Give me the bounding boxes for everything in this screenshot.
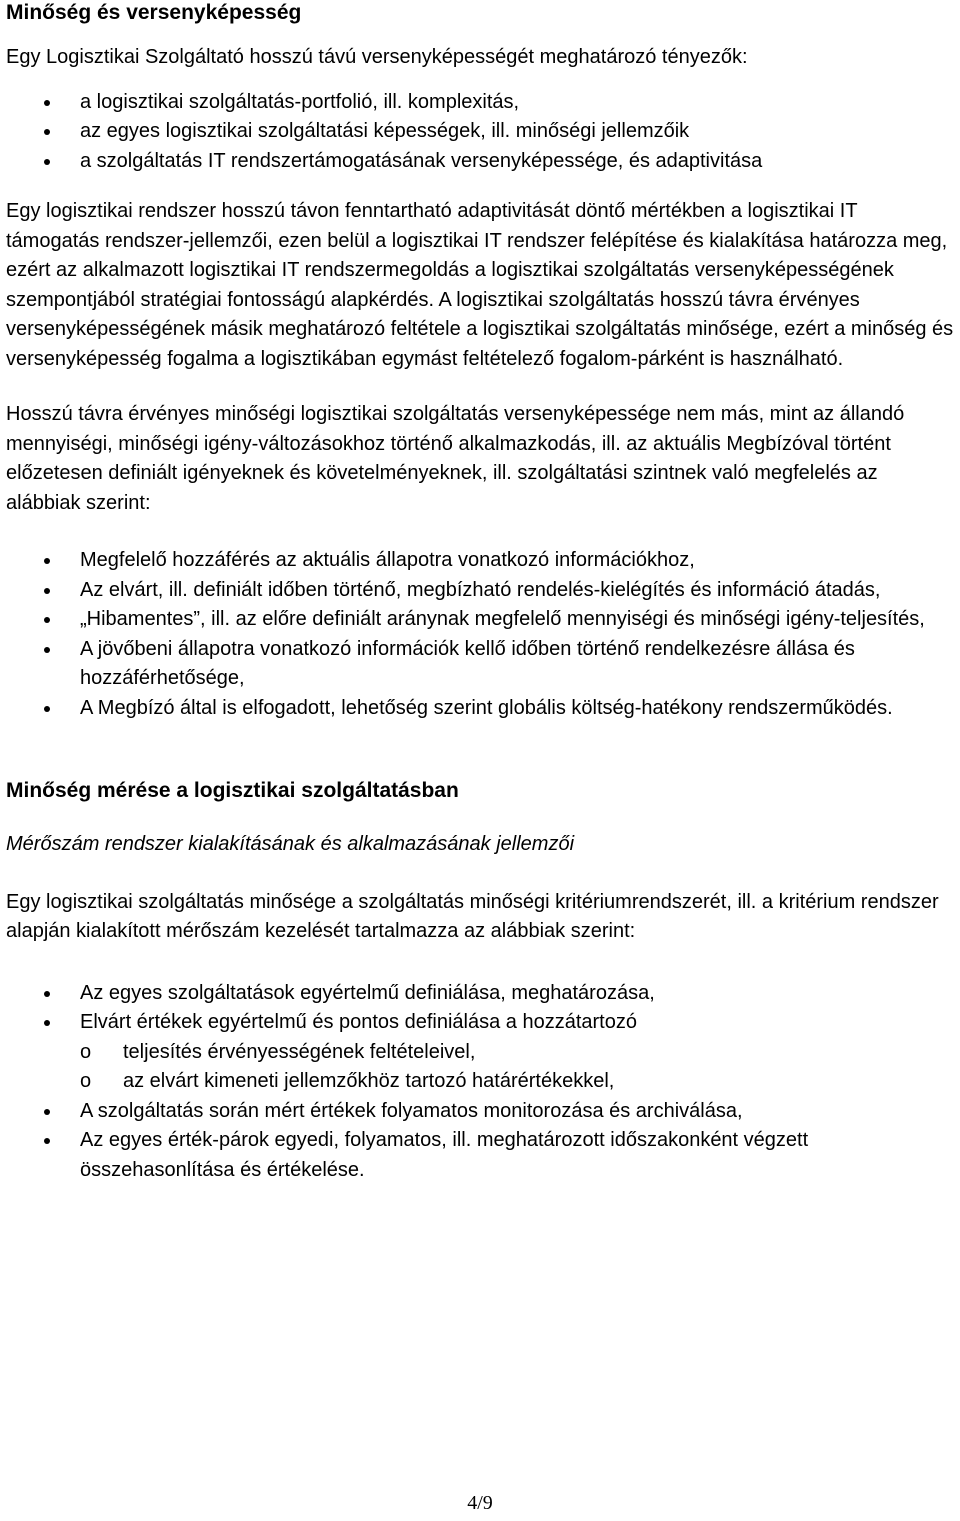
section-title-quality-measurement: Minőség mérése a logisztikai szolgáltatásban (6, 779, 459, 802)
bullet-icon (44, 1138, 50, 1144)
circle-bullet-icon: o (80, 1070, 92, 1092)
page-number: 4/9 (467, 1492, 493, 1514)
bullet-icon (44, 129, 50, 135)
bullet-icon (44, 100, 50, 106)
competitiveness-factors-list (6, 88, 956, 177)
intro-paragraph: Egy Logisztikai Szolgáltató hosszú távú versenyképességét meghatározó tényezők: (6, 46, 748, 68)
bullet-icon (44, 588, 50, 594)
bullet-icon (44, 706, 50, 712)
list-item: A szolgáltatás során mért értékek folyamatos monitorozása és archiválása, (6, 1097, 956, 1127)
list-item: Az egyes szolgáltatások egyértelmű definiálása, meghatározása, (6, 979, 956, 1009)
document-page (6, 0, 956, 1185)
metric-system-list (6, 979, 956, 1186)
list-item: Elvárt értékek egyértelmű és pontos definiálása a hozzátartozó (6, 1008, 956, 1038)
sub-list-item: o teljesítés érvényességének feltételeivel, (6, 1038, 956, 1068)
list-item: a szolgáltatás IT rendszertámogatásának versenyképessége, és adaptivitása (6, 147, 956, 177)
bullet-icon (44, 991, 50, 997)
body-paragraph-metrics: Egy logisztikai szolgáltatás minősége a szolgáltatás minőségi kritériumrendszerét, ill. a kritérium rendszer alapján kialakított mérőszám kezelését tartalmazza az alábbiak szerint: (6, 890, 939, 942)
list-item: A Megbízó által is elfogadott, lehetőség szerint globális költség-hatékony rendszerműködés. (6, 694, 956, 724)
list-item: Az egyes érték-párok egyedi, folyamatos, ill. meghatározott időszakonként végzett összehasonlítása és értékelése. (6, 1126, 956, 1185)
body-paragraph-long-term-quality: Hosszú távra érvényes minőségi logisztikai szolgáltatás versenyképessége nem más, mint az állandó mennyiségi, minőségi igény-változásokhoz történő alkalmazkodás, ill. az aktuális Megbízóval történt előzetesen definiált igényeknek és követelményeknek, ill. szolgáltatási szintnek való megfelelés az alábbiak szerint: (6, 403, 905, 514)
bullet-icon (44, 617, 50, 623)
list-item: Megfelelő hozzáférés az aktuális állapotra vonatkozó információkhoz, (6, 546, 956, 576)
bullet-icon (44, 1020, 50, 1026)
list-item: a logisztikai szolgáltatás-portfolió, ill. komplexitás, (6, 88, 956, 118)
list-item: Az elvárt, ill. definiált időben történő, megbízható rendelés-kielégítés és információ átadás, (6, 576, 956, 606)
compliance-criteria-list (6, 546, 956, 723)
list-item: az egyes logisztikai szolgáltatási képességek, ill. minőségi jellemzőik (6, 117, 956, 147)
bullet-icon (44, 647, 50, 653)
list-item: A jövőbeni állapotra vonatkozó információk kellő időben történő rendelkezésre állása és hozzáférhetősége, (6, 635, 956, 694)
bullet-icon (44, 159, 50, 165)
sub-list-item: o az elvárt kimeneti jellemzőkhöz tartozó határértékekkel, (6, 1067, 956, 1097)
list-item: „Hibamentes”, ill. az előre definiált aránynak megfelelő mennyiségi és minőségi igény-teljesítés, (6, 605, 956, 635)
bullet-icon (44, 1109, 50, 1115)
subsection-title-metric-system: Mérőszám rendszer kialakításának és alkalmazásának jellemzői (6, 833, 575, 855)
section-title-quality-competitiveness: Minőség és versenyképesség (6, 1, 302, 24)
circle-bullet-icon: o (80, 1040, 92, 1063)
body-paragraph-adaptivity: Egy logisztikai rendszer hosszú távon fenntartható adaptivitását döntő mértékben a logisztikai IT támogatás rendszer-jellemzői, ezen belül a logisztikai IT rendszer felépítése és kialakítása határozza meg, ezért az alkalmazott logisztikai IT rendszermegoldás a logisztikai szolgáltatás versenyképességének szempontjából stratégiai fontosságú alapkérdés. A logisztikai szolgáltatás hosszú távra érvényes versenyképességének másik meghatározó feltétele a logisztikai szolgáltatás minősége, ezért a minőség és versenyképesség fogalma a logisztikában egymást feltételező fogalom-párként is használható. (6, 200, 954, 370)
bullet-icon (44, 558, 50, 564)
